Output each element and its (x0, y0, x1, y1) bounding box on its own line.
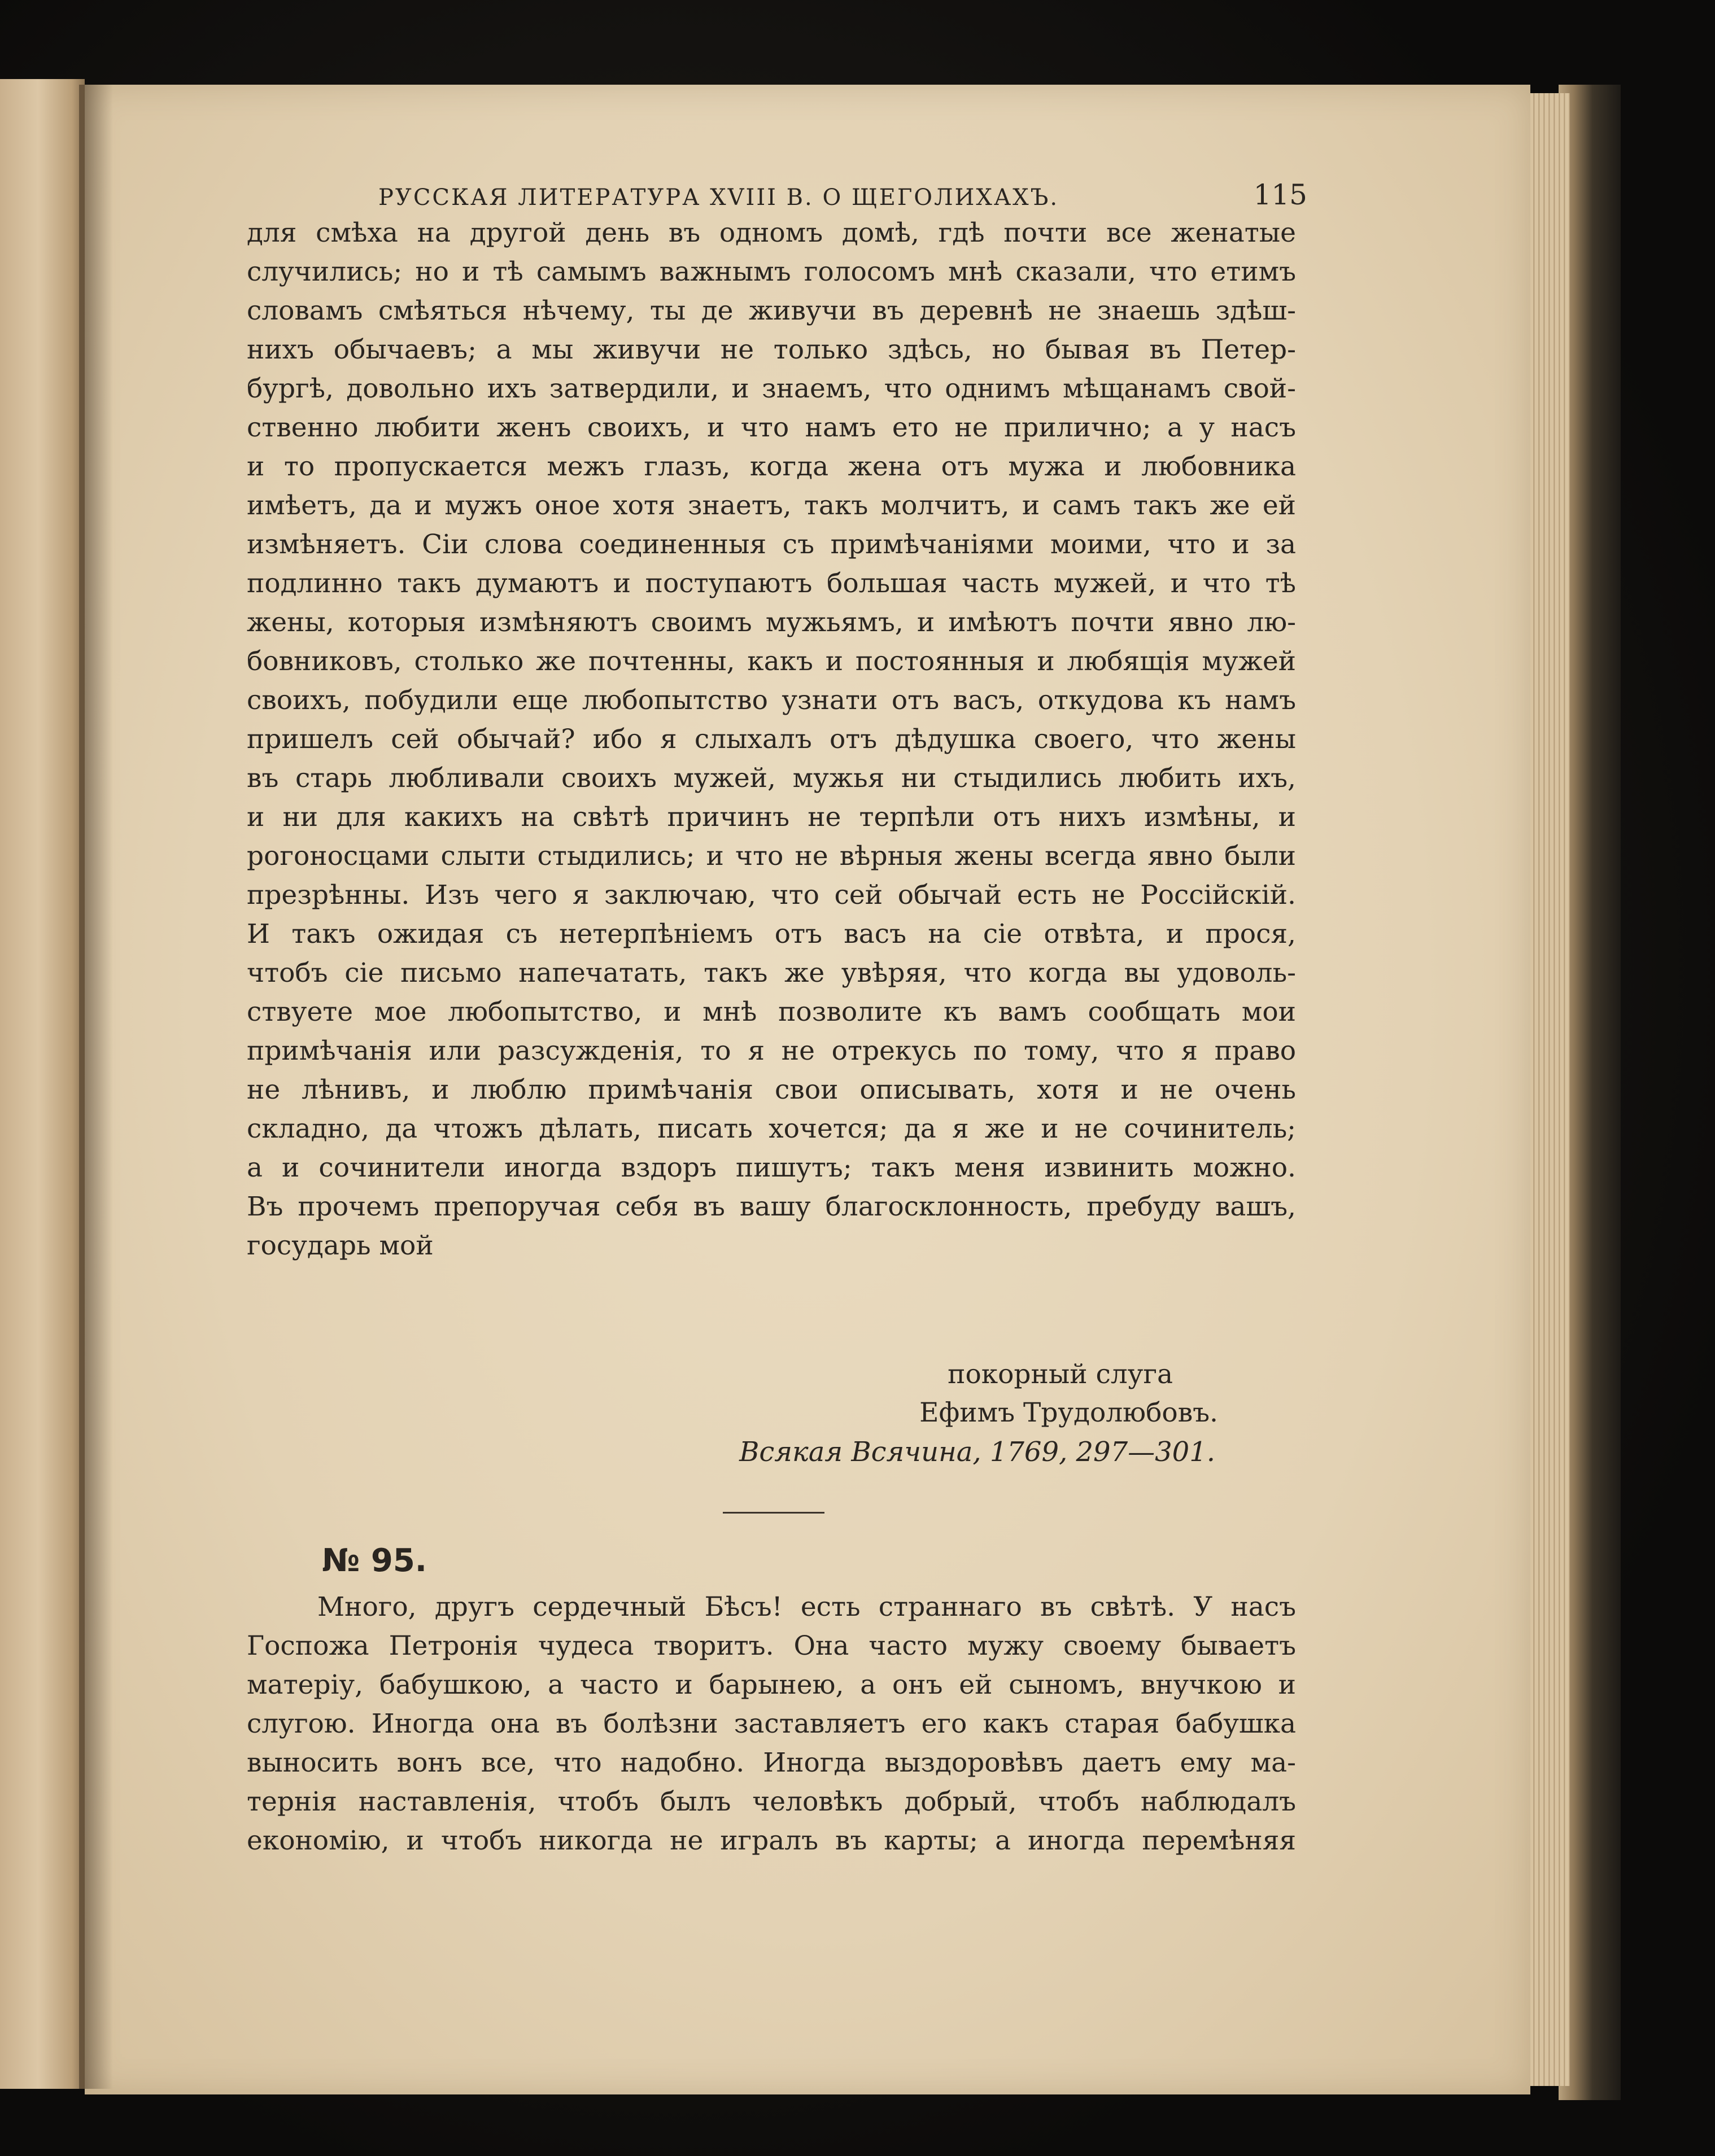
text-line: измѣняетъ. Сіи слова соединенныя съ примѣчаніями моими, что и за (247, 529, 1296, 560)
text-line: государь мой (247, 1230, 434, 1261)
text-line: Въ прочемъ препоручая себя въ вашу благосклонность, пребуду вашъ, (247, 1191, 1296, 1222)
running-head: РУССКАЯ ЛИТЕРАТУРА XVIII В. О ЩЕГОЛИХАХЪ. (378, 185, 1059, 211)
text-line: рогоносцами слыти стыдились; и что не вѣрныя жены всегда явно были (247, 841, 1296, 872)
text-line: пришелъ сей обычай? ибо я слыхалъ отъ дѣдушка своего, что жены (247, 724, 1296, 755)
page-number: 115 (1253, 178, 1307, 211)
text-line: и ни для какихъ на свѣтѣ причинъ не терпѣли отъ нихъ измѣны, и (247, 802, 1296, 833)
signature-name: Ефимъ Трудолюбовъ. (919, 1397, 1218, 1428)
text-line: бовниковъ, столько же почтенны, какъ и постоянныя и любящія мужей (247, 646, 1296, 677)
text-line: И такъ ожидая съ нетерпѣніемъ отъ васъ на сіе отвѣта, и прося, (247, 919, 1296, 950)
text-line: для смѣха на другой день въ одномъ домѣ, гдѣ почти все женатые (247, 217, 1296, 248)
section-body (247, 1588, 1296, 1860)
text-line: жены, которыя измѣняютъ своимъ мужьямъ, и имѣютъ почти явно лю- (247, 607, 1296, 638)
text-line: подлинно такъ думаютъ и поступаютъ большая часть мужей, и что тѣ (247, 568, 1296, 599)
text-line: Много, другъ сердечный Бѣсъ! есть страннаго въ свѣтѣ. У насъ (317, 1591, 1296, 1623)
text-line: ствуете мое любопытство, и мнѣ позволите къ вамъ сообщать мои (247, 996, 1296, 1027)
text-line: словамъ смѣяться нѣчему, ты де живучи въ деревнѣ не знаешь здѣш- (247, 295, 1296, 326)
text-line: матеріу, бабушкою, а часто и барынею, а онъ ей сыномъ, внучкою и (247, 1669, 1296, 1700)
text-line: нихъ обычаевъ; а мы живучи не только здѣсь, но бывая въ Петер- (247, 334, 1296, 365)
text-line: складно, да чтожъ дѣлать, писать хочется; да я же и не сочинитель; (247, 1113, 1296, 1144)
source-citation: Всякая Всячина, 1769, 297—301. (739, 1436, 1215, 1468)
letter-body (247, 213, 1296, 1265)
signature-closing: покорный слуга (948, 1359, 1173, 1390)
left-page-edge (0, 79, 85, 2089)
text-line: примѣчанія или разсужденія, то я не отрекусь по тому, что я право (247, 1035, 1296, 1066)
text-line: имѣетъ, да и мужъ оное хотя знаетъ, такъ молчитъ, и самъ такъ же ей (247, 490, 1296, 521)
page-gutter-shadow (79, 85, 113, 2089)
text-line: а и сочинители иногда вздоръ пишутъ; такъ меня извинить можно. (247, 1152, 1296, 1183)
text-line: презрѣнны. Изъ чего я заключаю, что сей обычай есть не Россійскій. (247, 880, 1296, 911)
text-line: въ старь любливали своихъ мужей, мужья ни стыдились любить ихъ, (247, 763, 1296, 794)
text-line: чтобъ сіе письмо напечатать, такъ же увѣряя, что когда вы удоволь- (247, 957, 1296, 989)
page-stack-edge (1525, 93, 1570, 2086)
text-line: Госпожа Петронія чудеса творитъ. Она часто мужу своему бываетъ (247, 1630, 1296, 1661)
section-divider (723, 1512, 824, 1514)
text-line: и то пропускается межъ глазъ, когда жена отъ мужа и любовника (247, 451, 1296, 482)
text-line: не лѣнивъ, и люблю примѣчанія свои описывать, хотя и не очень (247, 1074, 1296, 1105)
text-line: економію, и чтобъ никогда не игралъ въ карты; а иногда перемѣняя (247, 1825, 1296, 1856)
section-heading: № 95. (322, 1542, 427, 1579)
text-line: случились; но и тѣ самымъ важнымъ голосомъ мнѣ сказали, что етимъ (247, 256, 1296, 287)
text-line: ственно любити женъ своихъ, и что намъ ето не прилично; а у насъ (247, 412, 1296, 443)
text-line: своихъ, побудили еще любопытство узнати отъ васъ, откудова къ намъ (247, 685, 1296, 716)
text-line: выносить вонъ все, что надобно. Иногда выздоровѣвъ даетъ ему ма- (247, 1747, 1296, 1778)
text-line: слугою. Иногда она въ болѣзни заставляетъ его какъ старая бабушка (247, 1708, 1296, 1739)
text-line: тернія наставленія, чтобъ былъ человѣкъ добрый, чтобъ наблюдалъ (247, 1786, 1296, 1817)
text-line: бургѣ, довольно ихъ затвердили, и знаемъ, что однимъ мѣщанамъ свой- (247, 373, 1296, 404)
